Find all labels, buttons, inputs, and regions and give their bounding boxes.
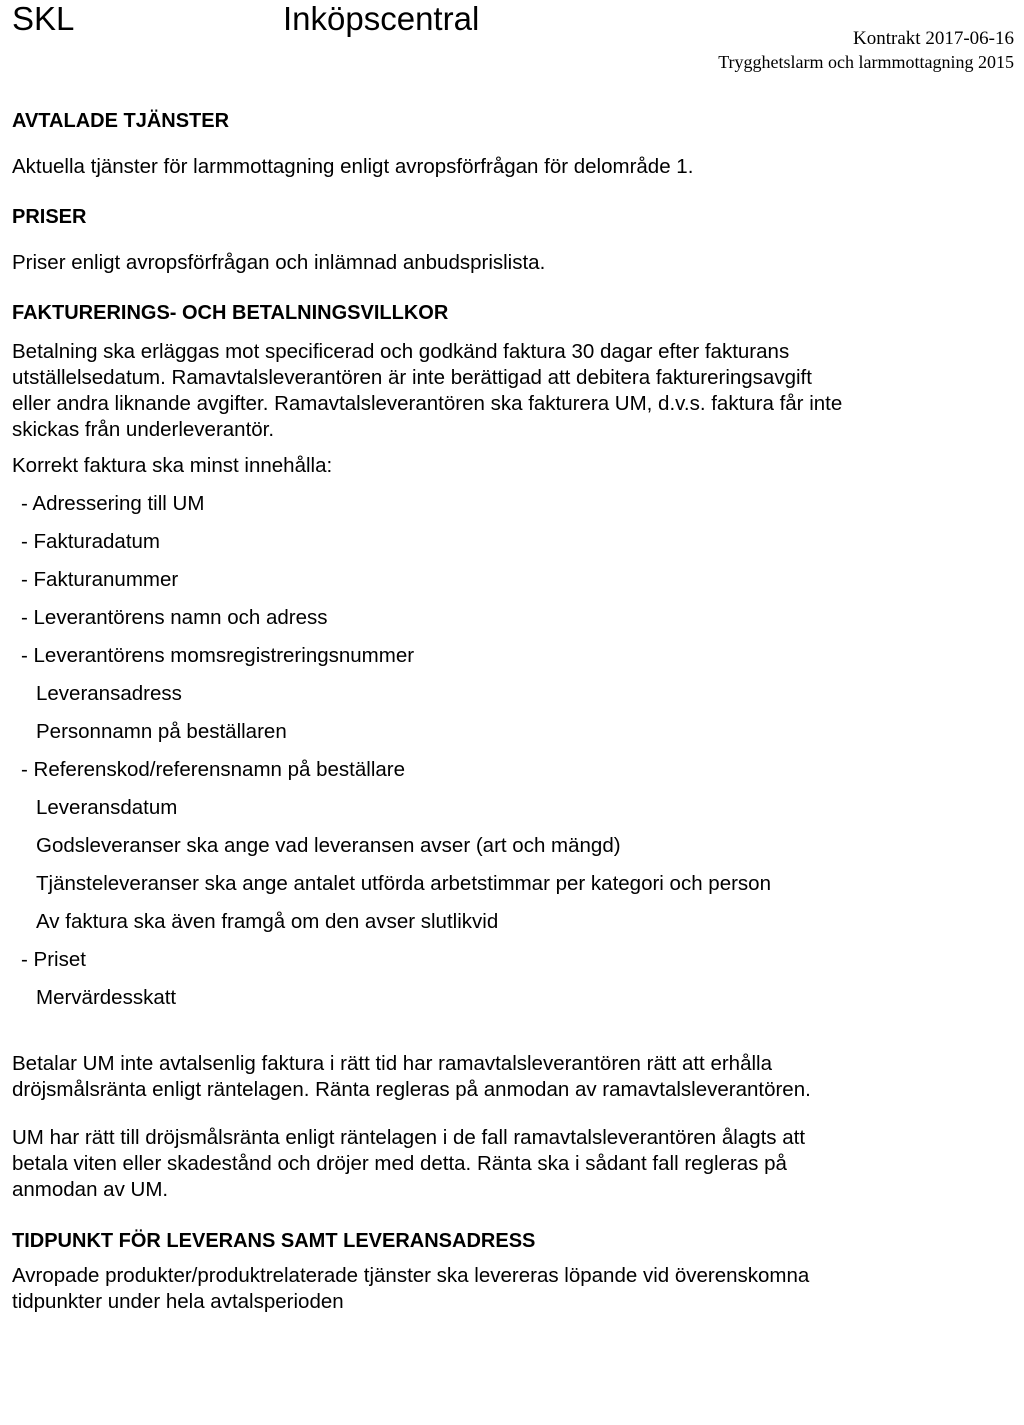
list-item: Tjänsteleveranser ska ange antalet utförda arbetstimmar per kategori och person (36, 872, 771, 895)
list-item: Leveransdatum (36, 796, 178, 819)
fakturering-paragraph (12, 339, 1012, 443)
list-item: - Leverantörens namn och adress (21, 606, 328, 629)
list-item: - Fakturadatum (21, 530, 160, 553)
list-item: Leveransadress (36, 682, 182, 705)
penalty-interest-paragraph (12, 1125, 1012, 1203)
document-body (12, 108, 1012, 1315)
list-item: - Referenskod/referensnamn på beställare (21, 758, 406, 781)
list-item: - Adressering till UM (21, 492, 205, 515)
fakturering-line: Betalning ska erläggas mot specificerad och godkänd faktura 30 dagar efter fakturans (12, 340, 790, 363)
org-logo-text: SKL (12, 0, 75, 37)
list-item: - Fakturanummer (21, 568, 179, 591)
fakturering-line: eller andra liknande avgifter. Ramavtalsleverantören ska fakturera UM, d.v.s. faktura får inte (12, 392, 843, 415)
list-item: Av faktura ska även framgå om den avser slutlikvid (36, 910, 499, 933)
paragraph-line: dröjsmålsränta enligt räntelagen. Ränta regleras på anmodan av ramavtalsleverantören. (12, 1078, 811, 1101)
paragraph-line: Betalar UM inte avtalsenlig faktura i rätt tid har ramavtalsleverantören rätt att erhålla (12, 1052, 772, 1075)
list-item: Personnamn på beställaren (36, 720, 287, 743)
contract-subject: Trygghetslarm och larmmottagning 2015 (718, 52, 1014, 72)
heading-leverans: TIDPUNKT FÖR LEVERANS SAMT LEVERANSADRESS (12, 1230, 536, 1252)
list-item: - Priset (21, 948, 86, 971)
heading-priser: PRISER (12, 206, 87, 228)
list-item: Mervärdesskatt (36, 986, 177, 1009)
list-item: - Leverantörens momsregistreringsnummer (21, 644, 415, 667)
fakturering-line: utställelsedatum. Ramavtalsleverantören är inte berättigad att debitera faktureringsavgift (12, 366, 812, 389)
paragraph-line: tidpunkter under hela avtalsperioden (12, 1290, 344, 1313)
heading-avtalade: AVTALADE TJÄNSTER (12, 110, 230, 132)
late-payment-paragraph (12, 1051, 1012, 1103)
paragraph-line: betala viten eller skadestånd och dröjer med detta. Ränta ska i sådant fall regleras på (12, 1152, 787, 1175)
paragraph-line: anmodan av UM. (12, 1178, 169, 1201)
unit-logo-text: Inköpscentral (283, 0, 480, 37)
paragraph-line: UM har rätt till dröjsmålsränta enligt räntelagen i de fall ramavtalsleverantören ålagts att (12, 1126, 806, 1149)
list-item: Godsleveranser ska ange vad leveransen avser (art och mängd) (36, 834, 621, 857)
list-intro: Korrekt faktura ska minst innehålla: (12, 454, 333, 477)
invoice-requirements-list (12, 485, 1012, 1017)
page-header (0, 0, 1024, 80)
leverans-paragraph (12, 1263, 1012, 1315)
heading-fakturering: FAKTURERINGS- OCH BETALNINGSVILLKOR (12, 302, 449, 324)
contract-date: Kontrakt 2017-06-16 (853, 28, 1014, 49)
paragraph-line: Avropade produkter/produktrelaterade tjänster ska levereras löpande vid överenskomna (12, 1264, 810, 1287)
text-priser: Priser enligt avropsförfrågan och inlämnad anbudsprislista. (12, 251, 546, 274)
text-avtalade: Aktuella tjänster för larmmottagning enligt avropsförfrågan för delområde 1. (12, 155, 694, 178)
fakturering-line: skickas från underleverantör. (12, 418, 275, 441)
